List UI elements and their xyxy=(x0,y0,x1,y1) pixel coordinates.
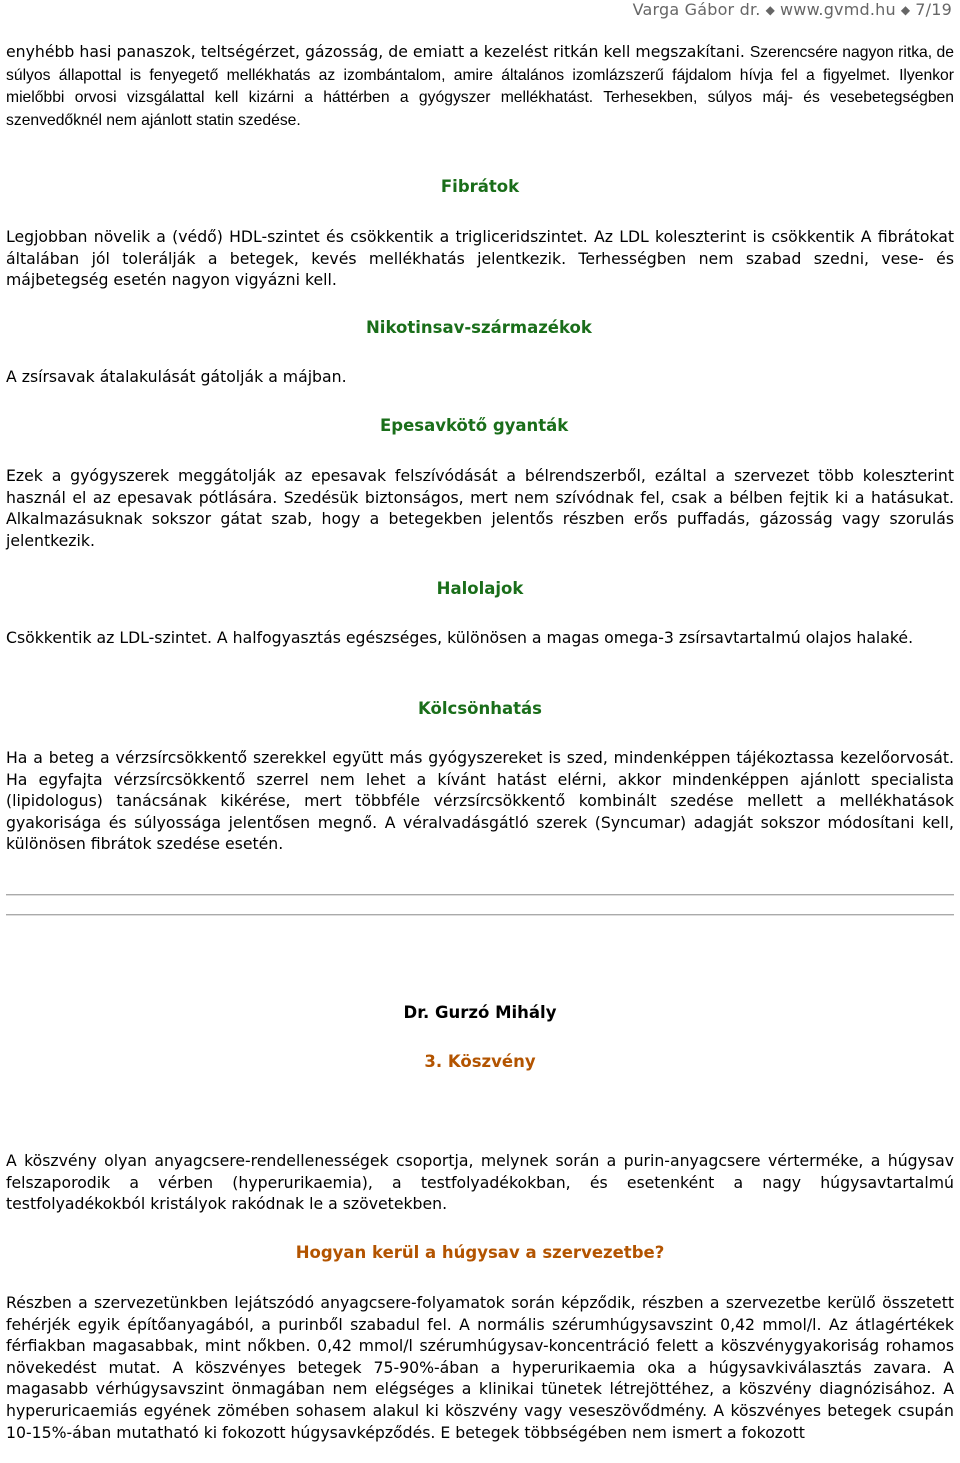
divider xyxy=(6,914,954,916)
kolcsonhatas-paragraph: Ha a beteg a vérzsírcsökkentő szerekkel együtt más gyógyszereket is szed, mindenképpen tájékoztassa kezelőorvosát. Ha egyfajta vérzsírcsökkentő szerrel nem lehet a kívánt hatást elérni, akkor mindenképpen ajánlott specialista (lipidologus) tanácsának kikérése, mert többféle vérzsírcsökkentő kombinált szedése mellett a mellékhatások gyakorisága és súlyossága jelentősen megnő. A véralvadásgátló szerek (Syncumar) adagját sokszor módosítani kell, különösen fibrátok szedése esetén. xyxy=(6,748,954,854)
intro-text-b: Ilyenkor xyxy=(899,66,954,84)
subsection-title: Hogyan kerül a húgysav a szervezetbe? xyxy=(295,1243,665,1262)
nikotinsav-paragraph: A zsírsavak átalakulását gátolják a májban. xyxy=(6,367,347,386)
intro-text-a: Szerencsére nagyon ritka, de súlyos állapottal is fenyegető mellékhatás az izombántalom, amire általános izomlázszerű fájdalom hívja fel a figyelmet. xyxy=(6,44,954,84)
section-title-kolcsonhatas: Kölcsönhatás xyxy=(418,699,542,718)
header-author: Varga Gábor dr. xyxy=(632,0,761,19)
chapter-title: 3. Köszvény xyxy=(424,1052,536,1071)
section-title-halolajok: Halolajok xyxy=(436,579,524,598)
intro-line-1: enyhébb hasi panaszok, teltségérzet, gázosság, de emiatt a kezelést ritkán kell megszakítani. xyxy=(6,42,745,61)
header-page-number: 7/19 xyxy=(915,0,952,19)
diamond-icon: ◆ xyxy=(765,3,776,17)
header-site: www.gvmd.hu xyxy=(780,0,896,19)
halolajok-paragraph: Csökkentik az LDL-szintet. A halfogyasztás egészséges, különösen a magas omega-3 zsírsavtartalmú olajos halaké. xyxy=(6,628,914,647)
fibratok-paragraph: Legjobban növelik a (védő) HDL-szintet és csökkentik a trigliceridszintet. Az LDL koleszterint is csökkentik A fibrátokat általában jól tolerálják a betegek, kevés mellékhatás jelentkezik. Terhességben nem szabad szedni, vese- és májbetegség esetén nagyon vigyázni kell. xyxy=(6,227,954,290)
section-title-fibratok: Fibrátok xyxy=(440,177,520,196)
diamond-icon: ◆ xyxy=(900,3,911,17)
divider xyxy=(6,894,954,896)
subsection-paragraph: Részben a szervezetünkben lejátszódó anyagcsere-folyamatok során képződik, részben a szervezetbe kerülő összetett fehérjék egyik építőanyagából, a purinből szabadul fel. A normális szérumhúgysavszint 0,42 mmol/l. Az átlagértékek férfiakban magasabbak, mint nőkben. 0,42 mmol/l szérumhúgysav-koncentráció felett a köszvénygyakoriság rohamos növekedést mutat. A köszvényes betegek 75-90%-ában a hyperurikaemia oka a húgysavkiválasztás zavara. A magasabb vérhúgysavszint önmagában nem elégséges a klinikai tünetek létrejöttéhez, a köszvény diagnózisához. A hyperuricaemiás egyének zömében sohasem alakul ki köszvény vagy veseszövődmény. A köszvényes betegek csupán 10-15%-ában mutatható ki fokozott húgysavképződés. E betegek többségében nem ismert a fokozott xyxy=(6,1293,954,1442)
section-title-epesav: Epesavkötő gyanták xyxy=(380,416,569,435)
intro-text-c: mielőbbi orvosi vizsgálattal kell kizárni a háttérben a gyógyszer mellékhatást. Terhesekben, súlyos máj- és vesebetegségben szenvedőknél nem ajánlott statin szedése. xyxy=(6,89,954,129)
chapter-intro-paragraph: A köszvény olyan anyagcsere-rendellenességek csoportja, melynek során a purin-anyagcsere vérterméke, a húgysav felszaporodik a vérben (hyperurikaemia), a testfolyadékokban, és esetenként a nagy húgysavtartalmú testfolyadékokból kristályok rakódnak le a szövetekben. xyxy=(6,1151,954,1214)
section-title-nikotinsav: Nikotinsav-származékok xyxy=(366,318,592,337)
intro-paragraph xyxy=(6,41,954,131)
page-header xyxy=(633,0,952,19)
epesav-paragraph: Ezek a gyógyszerek meggátolják az epesavak felszívódását a bélrendszerből, ezáltal a szervezet több koleszterint használ el az epesavak pótlására. Szedésük biztonságos, mert nem szívódnak fel, csak a bélben fejtik ki a hatásukat. Alkalmazásuknak sokszor gátat szab, hogy a betegekben jelentős részben erős puffadás, gázosság vagy szorulás jelentkezik. xyxy=(6,466,954,550)
chapter-author: Dr. Gurzó Mihály xyxy=(403,1003,557,1022)
